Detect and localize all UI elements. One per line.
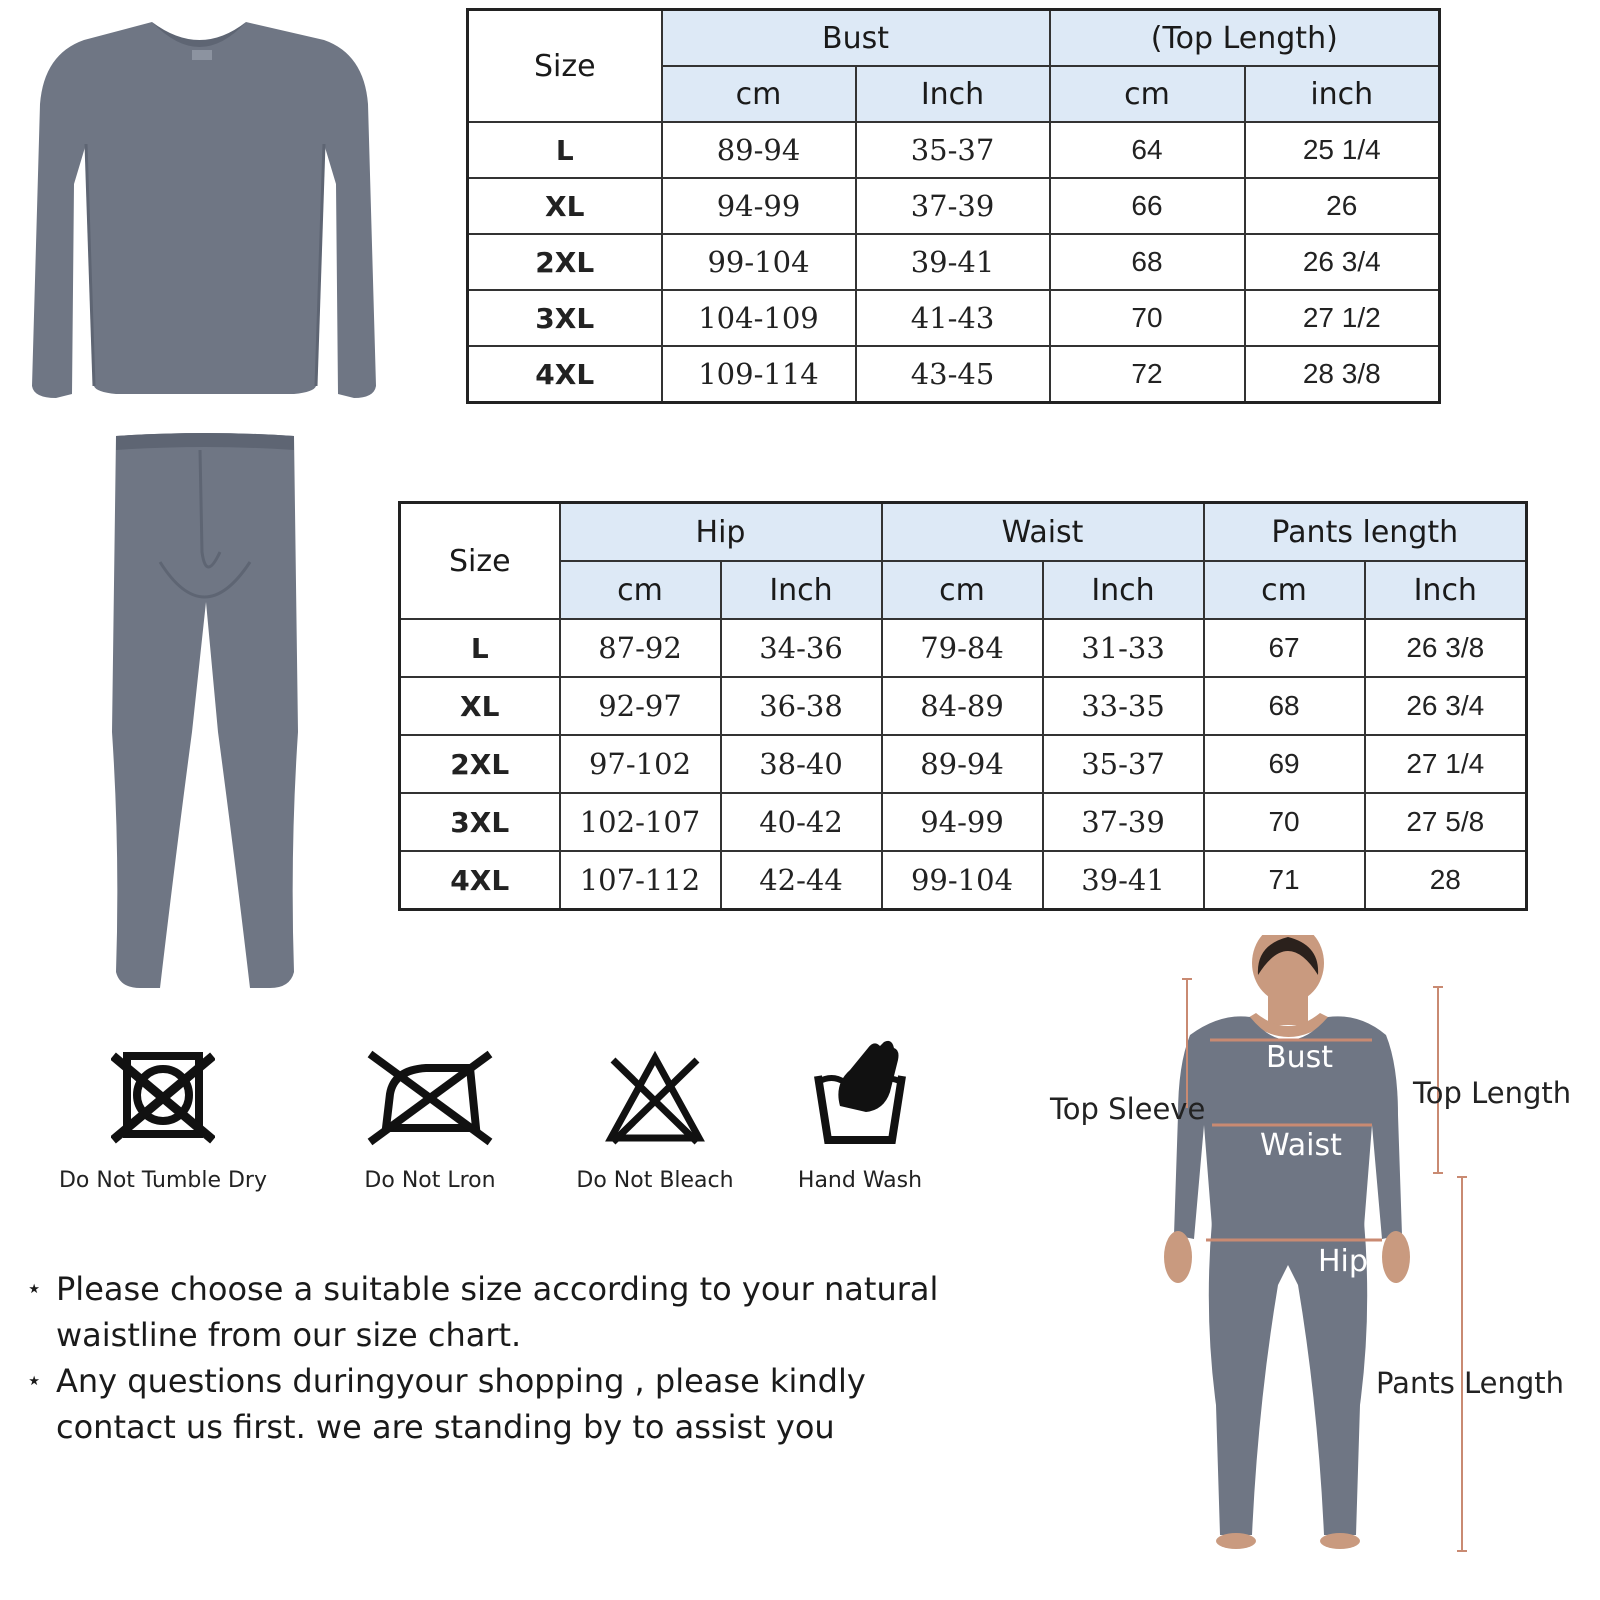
pants-length-cm-cell: 68 (1204, 677, 1365, 735)
waist-cm-cell: 84-89 (882, 677, 1043, 735)
top-size-table (466, 8, 1441, 404)
bust-cm-header: cm (662, 66, 856, 122)
pants-length-inch-cell: 28 (1365, 851, 1527, 910)
pants-length-cm-cell: 67 (1204, 619, 1365, 677)
waist-header: Waist (882, 503, 1204, 562)
top-length-cm-cell: 70 (1050, 290, 1245, 346)
pants-length-cm-cell: 70 (1204, 793, 1365, 851)
top-length-inch-cell: 28 3/8 (1245, 346, 1440, 403)
note-size-advice (26, 1266, 976, 1358)
care-label: Hand Wash (797, 1168, 923, 1193)
bust-inch-cell: 39-41 (856, 234, 1050, 290)
waist-label: Waist (1260, 1128, 1342, 1163)
top-length-cm-header: cm (1050, 66, 1245, 122)
top-length-inch-cell: 25 1/4 (1245, 122, 1440, 178)
table-row (468, 178, 1440, 234)
top-length-cm-cell: 68 (1050, 234, 1245, 290)
pants-length-inch-header: Inch (1365, 561, 1527, 619)
waist-inch-cell: 37-39 (1043, 793, 1204, 851)
pants-size-table (398, 501, 1528, 911)
top-length-cm-cell: 72 (1050, 346, 1245, 403)
table-row (400, 793, 1527, 851)
table-row (400, 735, 1527, 793)
table-row (468, 290, 1440, 346)
waist-inch-cell: 39-41 (1043, 851, 1204, 910)
top-length-cm-cell: 64 (1050, 122, 1245, 178)
bust-cm-cell: 94-99 (662, 178, 856, 234)
hip-cm-cell: 107-112 (560, 851, 721, 910)
size-cell: 3XL (400, 793, 560, 851)
waist-inch-header: Inch (1043, 561, 1204, 619)
size-header: Size (400, 503, 560, 620)
model-figure (1150, 935, 1440, 1550)
size-cell: 2XL (400, 735, 560, 793)
waist-inch-cell: 31-33 (1043, 619, 1204, 677)
bust-inch-cell: 43-45 (856, 346, 1050, 403)
table-row (468, 346, 1440, 403)
care-label: Do Not Tumble Dry (58, 1168, 267, 1193)
pants-length-inch-cell: 26 3/4 (1365, 677, 1527, 735)
pants-length-cm-header: cm (1204, 561, 1365, 619)
waist-cm-cell: 89-94 (882, 735, 1043, 793)
care-label: Do Not Bleach (576, 1168, 734, 1193)
pants-length-inch-cell: 27 1/4 (1365, 735, 1527, 793)
no-bleach-icon (605, 1050, 705, 1150)
pants-illustration (100, 432, 310, 992)
pants-length-cm-cell: 69 (1204, 735, 1365, 793)
top-length-cm-cell: 66 (1050, 178, 1245, 234)
hand-wash-icon (810, 1036, 910, 1150)
waist-inch-cell: 33-35 (1043, 677, 1204, 735)
care-item-no-iron (320, 1050, 540, 1193)
note-text: Please choose a suitable size according to your natural waistline from our size chart. (56, 1270, 939, 1354)
size-cell: XL (400, 677, 560, 735)
table-row (400, 677, 1527, 735)
hip-inch-cell: 34-36 (721, 619, 882, 677)
pants-length-cm-cell: 71 (1204, 851, 1365, 910)
hip-cm-header: cm (560, 561, 721, 619)
size-cell: 3XL (468, 290, 662, 346)
bust-cm-cell: 99-104 (662, 234, 856, 290)
size-header: Size (468, 10, 662, 123)
care-item-no-tumble-dry (48, 1050, 278, 1193)
pants-length-inch-cell: 27 5/8 (1365, 793, 1527, 851)
size-cell: 4XL (400, 851, 560, 910)
top-length-inch-cell: 26 3/4 (1245, 234, 1440, 290)
no-tumble-dry-icon (111, 1050, 215, 1150)
bust-inch-cell: 41-43 (856, 290, 1050, 346)
bust-inch-header: Inch (856, 66, 1050, 122)
no-iron-icon (366, 1050, 494, 1150)
bust-label: Bust (1266, 1040, 1333, 1075)
size-cell: 4XL (468, 346, 662, 403)
top-length-inch-cell: 27 1/2 (1245, 290, 1440, 346)
care-item-no-bleach (550, 1050, 760, 1193)
table-row (400, 851, 1527, 910)
top-sleeve-label: Top Sleeve (1050, 1092, 1206, 1126)
hip-inch-cell: 40-42 (721, 793, 882, 851)
care-item-hand-wash (770, 1036, 950, 1193)
bust-cm-cell: 109-114 (662, 346, 856, 403)
table-row (468, 122, 1440, 178)
top-sleeve-guide (1182, 978, 1192, 1108)
hip-label: Hip (1318, 1244, 1368, 1279)
top-length-inch-cell: 26 (1245, 178, 1440, 234)
hip-inch-cell: 36-38 (721, 677, 882, 735)
hip-cm-cell: 92-97 (560, 677, 721, 735)
size-cell: L (468, 122, 662, 178)
waist-cm-cell: 94-99 (882, 793, 1043, 851)
size-cell: 2XL (468, 234, 662, 290)
waist-cm-cell: 79-84 (882, 619, 1043, 677)
waist-inch-cell: 35-37 (1043, 735, 1204, 793)
table-row (468, 234, 1440, 290)
bust-inch-cell: 37-39 (856, 178, 1050, 234)
note-text: Any questions duringyour shopping , please kindly contact us first. we are standing by to assist you (56, 1362, 866, 1446)
pants-length-header: Pants length (1204, 503, 1527, 562)
pants-length-guide (1457, 1176, 1467, 1552)
hip-header: Hip (560, 503, 882, 562)
pants-length-inch-cell: 26 3/8 (1365, 619, 1527, 677)
bust-header: Bust (662, 10, 1050, 67)
hip-cm-cell: 97-102 (560, 735, 721, 793)
note-bullet: ⋆ (26, 1274, 43, 1304)
waist-cm-cell: 99-104 (882, 851, 1043, 910)
size-cell: L (400, 619, 560, 677)
hip-inch-cell: 42-44 (721, 851, 882, 910)
top-length-label: Top Length (1413, 1076, 1572, 1110)
top-length-inch-header: inch (1245, 66, 1440, 122)
bust-inch-cell: 35-37 (856, 122, 1050, 178)
table-row (400, 619, 1527, 677)
shirt-illustration (24, 14, 384, 404)
bust-cm-cell: 89-94 (662, 122, 856, 178)
waist-cm-header: cm (882, 561, 1043, 619)
hip-cm-cell: 102-107 (560, 793, 721, 851)
top-length-header: (Top Length) (1050, 10, 1440, 67)
hip-cm-cell: 87-92 (560, 619, 721, 677)
care-label: Do Not Lron (364, 1168, 496, 1193)
note-contact (26, 1358, 976, 1450)
hip-inch-header: Inch (721, 561, 882, 619)
size-cell: XL (468, 178, 662, 234)
note-bullet: ⋆ (26, 1366, 43, 1396)
pants-length-label: Pants Length (1376, 1366, 1565, 1400)
hip-inch-cell: 38-40 (721, 735, 882, 793)
bust-cm-cell: 104-109 (662, 290, 856, 346)
